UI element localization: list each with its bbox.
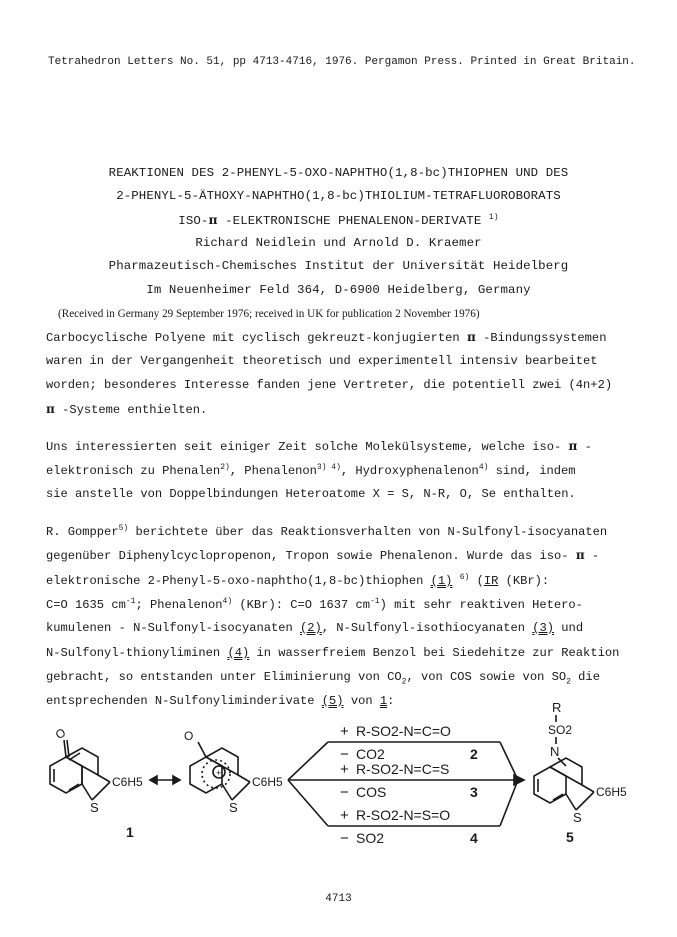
- byproduct-cos: COS: [356, 784, 387, 800]
- text-run: elektronisch zu Phenalen: [46, 464, 221, 479]
- text-run: elektronische 2-Phenyl-5-oxo-naphtho(1,8-bc)thiophen: [46, 574, 431, 589]
- text-run: gebracht, so entstanden unter Eliminierung von CO: [46, 670, 402, 684]
- pi-symbol: π: [466, 330, 476, 344]
- oxygen-label: O: [53, 725, 69, 743]
- p3-line-3: [46, 573, 549, 588]
- pi-symbol: π: [208, 212, 218, 227]
- phenyl-label: C6H5: [252, 775, 283, 789]
- text-run: entsprechenden N-Sulfonyliminderivate: [46, 694, 322, 708]
- text-run: -: [584, 549, 600, 563]
- compound-ref: (1): [430, 574, 453, 589]
- p2-line-2: [46, 463, 576, 478]
- text-run: -Systeme enthielten.: [54, 403, 208, 417]
- pi-symbol: π: [575, 548, 585, 562]
- oxide-label: O: [184, 729, 194, 743]
- reagent-4-formula: R-SO2-N=S=O: [356, 807, 451, 823]
- p3-line-6: [46, 646, 619, 660]
- compound-3-number: 3: [470, 784, 478, 800]
- compound-ref: (3): [532, 621, 555, 635]
- footnote-ref: 4): [222, 597, 233, 606]
- text-run: ) mit sehr reaktiven Hetero-: [379, 598, 583, 613]
- footnote-ref: 1): [488, 212, 499, 222]
- title-rest: -ELEKTRONISCHE PHENALENON-DERIVATE: [217, 214, 482, 228]
- text-run: die: [570, 670, 600, 684]
- p3-line-1: [46, 524, 607, 539]
- text-run: , von COS sowie von SO: [406, 670, 567, 684]
- reagent-3-formula: R-SO2-N=C=S: [356, 761, 450, 777]
- reaction-scheme: [30, 700, 660, 860]
- plus-sign: +: [340, 807, 349, 824]
- byproduct-co2: CO2: [356, 746, 385, 762]
- journal-citation: Tetrahedron Letters No. 51, pp 4713-4716, 1976. Pergamon Press. Printed in Great Britain.: [48, 56, 636, 68]
- footnote-ref: 2): [220, 463, 230, 472]
- text-run: (: [469, 574, 484, 589]
- compound-5-number: 5: [566, 829, 574, 845]
- page-number: 4713: [325, 893, 352, 905]
- minus-sign: −: [340, 784, 349, 801]
- compound-2-number: 2: [470, 746, 478, 762]
- p1-line-1: [46, 330, 606, 345]
- footnote-ref: 4): [478, 463, 489, 472]
- p3-line-5: [46, 621, 583, 635]
- text-run: und: [554, 621, 584, 635]
- minus-sign: −: [340, 746, 349, 763]
- plus-sign: +: [340, 761, 349, 778]
- sulfur-label: S: [573, 810, 582, 825]
- institute: Pharmazeutisch-Chemisches Institut der Universität Heidelberg: [108, 259, 569, 273]
- compound-ref: (4): [227, 646, 250, 660]
- authors: Richard Neidlein und Arnold D. Kraemer: [195, 236, 482, 250]
- text-run: C=O 1635 cm: [46, 598, 126, 613]
- title-line-1: REAKTIONEN DES 2-PHENYL-5-OXO-NAPHTHO(1,8-bc)THIOPHEN UND DES: [108, 166, 569, 180]
- text-run: von: [343, 694, 380, 708]
- text-run: -Bindungssystemen: [475, 331, 607, 345]
- text-run: R. Gompper: [46, 525, 119, 540]
- product-n-label: N: [550, 744, 560, 759]
- p2-line-1: [46, 439, 592, 454]
- pi-symbol: π: [46, 402, 55, 416]
- footnote-ref: 3) 4): [316, 463, 341, 472]
- title-iso: ISO-: [178, 214, 209, 228]
- text-run: (KBr): C=O 1637 cm: [232, 598, 371, 613]
- phenyl-label: C6H5: [112, 775, 143, 789]
- resonance-arrow: [150, 776, 180, 784]
- byproduct-so2: SO2: [356, 830, 385, 846]
- p3-line-7: [46, 670, 600, 686]
- compound-ref: 1: [379, 694, 388, 708]
- address: Im Neuenheimer Feld 364, D-6900 Heidelberg, Germany: [146, 283, 531, 297]
- p1-line-2: waren in der Vergangenheit theoretisch und experimentell intensiv bearbeitet: [46, 354, 598, 368]
- footnote-ref: 5): [118, 524, 129, 533]
- phenyl-label: C6H5: [596, 785, 627, 799]
- p3-line-2: [46, 548, 599, 563]
- compound-4-number: 4: [470, 830, 478, 846]
- text-run: kumulenen - N-Sulfonyl-isocyanaten: [46, 621, 301, 635]
- received-dates: (Received in Germany 29 September 1976; received in UK for publication 2 November 1976): [58, 308, 480, 320]
- text-run: , Phenalenon: [229, 464, 317, 479]
- minus-sign: −: [340, 830, 349, 847]
- reagent-2-formula: R-SO2-N=C=O: [356, 723, 451, 739]
- plus-charge: +: [216, 768, 222, 778]
- p2-line-3: sie anstelle von Doppelbindungen Heteroatome X = S, N-R, O, Se enthalten.: [46, 487, 576, 501]
- p3-line-4: [46, 597, 583, 612]
- text-run: ; Phenalenon: [135, 598, 223, 613]
- product-r-label: R: [552, 700, 562, 715]
- pi-symbol: π: [568, 439, 578, 453]
- compound-1-structure: [50, 740, 110, 800]
- compound-5-structure: [534, 758, 594, 810]
- plus-sign: +: [340, 723, 349, 740]
- text-run: in wasserfreiem Benzol bei Siedehitze zur Reaktion: [249, 646, 620, 660]
- superscript: -1: [125, 597, 136, 606]
- superscript: -1: [370, 597, 380, 606]
- text-run: sind, indem: [488, 464, 576, 479]
- text-run: -: [577, 440, 592, 454]
- sulfur-label: S: [229, 800, 238, 815]
- compound-1-number: 1: [126, 824, 134, 840]
- text-run: gegenüber Diphenylcyclopropenon, Tropon sowie Phenalenon. Wurde das iso-: [46, 549, 569, 563]
- text-run: N-Sulfonyl-thionyliminen: [46, 646, 228, 660]
- p1-line-4: [46, 402, 207, 417]
- text-run: berichtete über das Reaktionsverhalten von N-Sulfonyl-isocyanaten: [128, 525, 608, 540]
- text-run: :: [387, 694, 395, 708]
- sulfur-label: S: [90, 800, 99, 815]
- compound-ref: (2): [300, 621, 322, 635]
- p1-line-3: worden; besonderes Interesse fanden jene Vertreter, die potentiell zwei (4n+2): [46, 378, 613, 392]
- compound-ref: (5): [321, 694, 344, 708]
- text-run: Uns interessierten seit einiger Zeit solche Molekülsysteme, welche iso-: [46, 440, 562, 454]
- text-run: (KBr):: [498, 574, 550, 589]
- footnote-ref: 6): [459, 573, 470, 582]
- text-run: , N-Sulfonyl-isothiocyanaten: [321, 621, 533, 635]
- product-so2-label: SO2: [548, 723, 573, 737]
- title-line-2: 2-PHENYL-5-ÄTHOXY-NAPHTHO(1,8-bc)THIOLIUM-TETRAFLUOROBORATS: [116, 189, 561, 203]
- text-run: IR: [483, 574, 499, 589]
- text-run: , Hydroxyphenalenon: [340, 464, 479, 479]
- subscript: 2: [566, 677, 571, 687]
- title-line-3: [0, 212, 677, 228]
- text-run: Carbocyclische Polyene mit cyclisch gekreuzt-konjugierten: [46, 331, 460, 345]
- subscript: 2: [401, 677, 407, 687]
